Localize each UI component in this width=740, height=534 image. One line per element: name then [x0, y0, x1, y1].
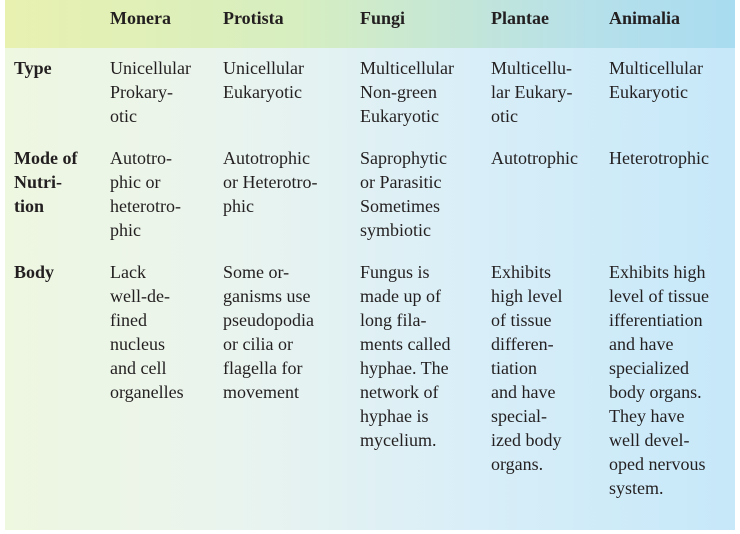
cell-body-animalia: Exhibits high level of tissue ifferentiation and have specialized body organs. They have well devel- oped nervous system.: [609, 262, 709, 498]
header-plantae: Plantae: [491, 8, 549, 28]
cell-nutrition-fungi: Saprophytic or Parasitic Sometimes symbiotic: [360, 148, 447, 240]
kingdom-comparison-table: [5, 0, 735, 530]
cell-body-protista: Some or- ganisms use pseudopodia or cilia or flagella for movement: [223, 262, 314, 402]
cell-nutrition-plantae: Autotrophic: [491, 148, 578, 168]
cell-nutrition-animalia: Heterotrophic: [609, 148, 709, 168]
cell-type-plantae: Multicellu- lar Eukary- otic: [491, 58, 573, 126]
header-monera: Monera: [110, 8, 171, 28]
row-label-type: Type: [14, 58, 52, 78]
table-header-row: [5, 0, 735, 48]
cell-type-protista: Unicellular Eukaryotic: [223, 58, 304, 102]
row-label-nutrition: Mode of Nutri- tion: [14, 148, 78, 216]
header-animalia: Animalia: [609, 8, 681, 28]
cell-body-fungi: Fungus is made up of long fila- ments called hyphae. The network of hyphae is mycelium.: [360, 262, 451, 450]
header-fungi: Fungi: [360, 8, 406, 28]
header-protista: Protista: [223, 8, 284, 28]
cell-body-plantae: Exhibits high level of tissue differen- tiation and have special- ized body organs.: [491, 262, 563, 474]
cell-nutrition-protista: Autotrophic or Heterotro- phic: [223, 148, 318, 216]
row-label-body: Body: [14, 262, 55, 282]
cell-nutrition-monera: Autotro- phic or heterotro- phic: [110, 148, 181, 240]
cell-type-fungi: Multicellular Non-green Eukaryotic: [360, 58, 454, 126]
cell-type-monera: Unicellular Prokary- otic: [110, 58, 191, 126]
cell-body-monera: Lack well-de- fined nucleus and cell organelles: [110, 262, 184, 402]
cell-type-animalia: Multicellular Eukaryotic: [609, 58, 703, 102]
